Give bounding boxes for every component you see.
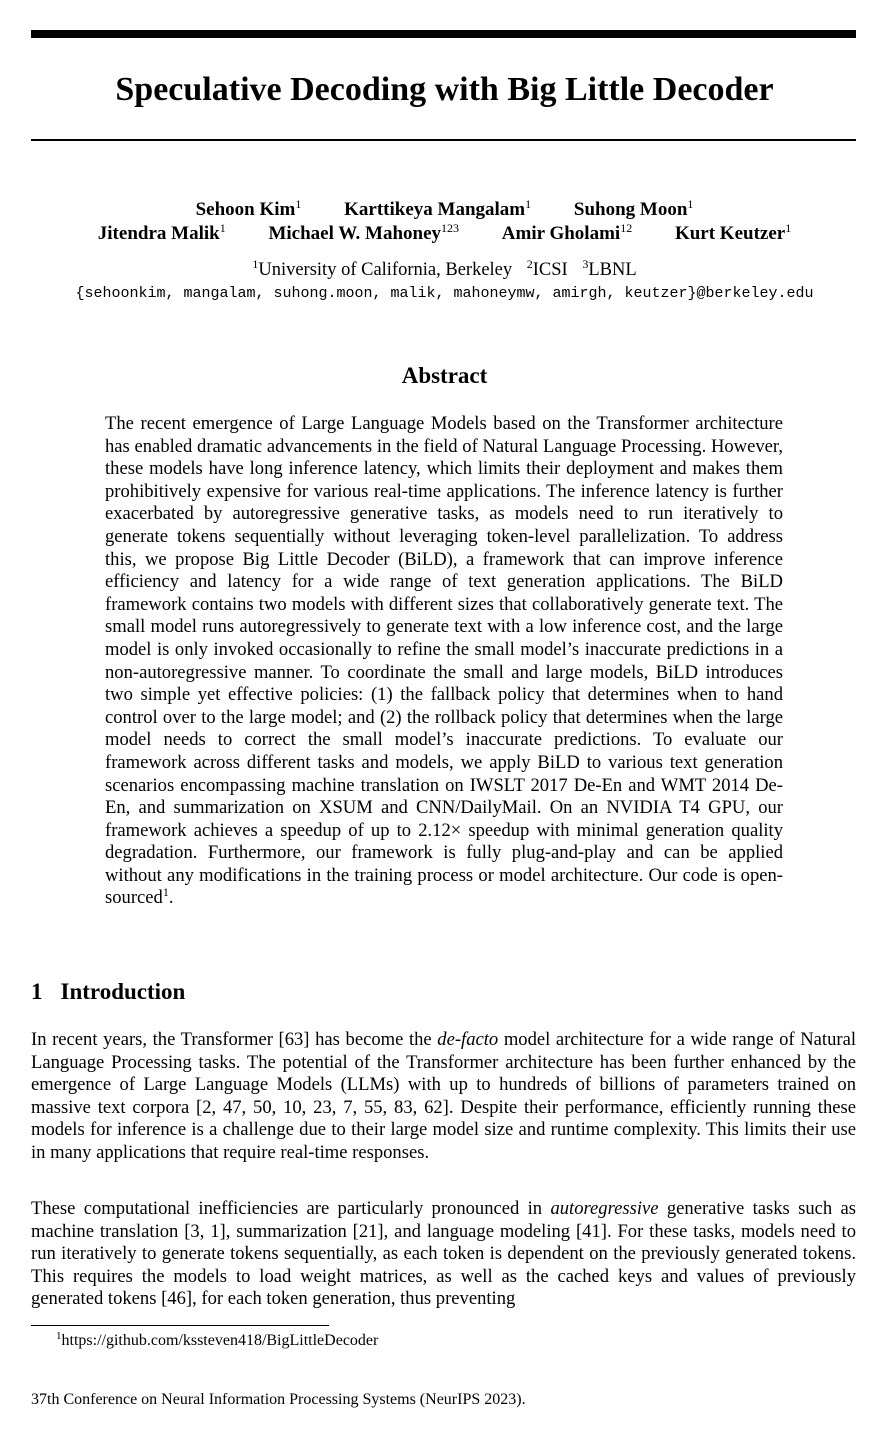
author-name: Sehoon Kim xyxy=(195,199,296,220)
emphasis: autoregressive xyxy=(550,1198,659,1219)
section-heading xyxy=(31,978,185,1006)
abstract-body: The recent emergence of Large Language Models based on the Transformer architecture has enabled dramatic advancements in the field of Natural Language Processing. However, these models have long inference latency, which limits their deployment and makes them prohibitively expensive for various real-time applications. The inference latency is further exacerbated by autoregressive generative tasks, as models need to run iteratively to generate tokens sequentially without leveraging token-level parallelization. To address this, we propose Big Little Decoder (BiLD), a framework that can improve inference efficiency and latency for a wide range of text generation applications. The BiLD framework contains two models with different sizes that collaboratively generate text. The small model runs autoregressively to generate text with a low inference cost, and the large model is only invoked occasionally to refine the small model’s inaccurate predictions in a non-autoregressive manner. To coordinate the small and large models, BiLD introduces two simple yet effective policies: (1) the fallback policy that determines when to hand control over to the large model; and (2) the rollback policy that determines when the large model needs to correct the small model’s inaccurate predictions. To evaluate our framework across different tasks and models, we apply BiLD to various text generation scenarios encompassing machine translation on IWSLT 2017 De-En and WMT 2014 De-En, and summarization on XSUM and CNN/DailyMail. On an NVIDIA T4 GPU, our framework achieves a speedup of up to 2.12× speedup with minimal generation quality degradation. Furthermore, our framework is fully plug-and-play and can be applied without any modifications in the training process or model architecture. Our code is open-sourced$^1$. xyxy=(105,413,783,909)
footnote-mark: 1 xyxy=(56,1330,62,1342)
authors-row-1 xyxy=(0,198,889,222)
author-name: Michael W. Mahoney xyxy=(268,223,442,244)
top-rule xyxy=(31,30,856,38)
author xyxy=(574,199,694,220)
author-name: Suhong Moon xyxy=(573,199,688,220)
author xyxy=(98,223,226,244)
author-affil-mark: 1 xyxy=(525,197,532,211)
intro-paragraph-2: These computational inefficiencies are particularly pronounced in autoregressive generative tasks such as machine translation [3, 1], summarization [21], and language modeling [41]. For these tasks, models need to run iteratively to generate tokens sequentially, as each token is dependent on the previously generated tokens. This requires the models to load weight matrices, as well as the cached keys and values of previously generated tokens [46], for each token generation, thus preventing xyxy=(31,1198,857,1310)
emphasis: de-facto xyxy=(437,1029,499,1050)
section-number: 1 xyxy=(31,979,43,1004)
affiliation: $^3$LBNL xyxy=(582,257,637,280)
author-emails: {sehoonkim, mangalam, suhong.moon, malik, mahoneymw, amirgh, keutzer}@berkeley.edu xyxy=(75,285,814,302)
author-affil-mark: 123 xyxy=(441,221,460,235)
footnote-rule xyxy=(31,1325,329,1326)
author-name: Karttikeya Mangalam xyxy=(344,199,526,220)
author-affil-mark: 1 xyxy=(785,221,792,235)
paper-title: Speculative Decoding with Big Little Decoder xyxy=(115,71,774,108)
author-affil-mark: 1 xyxy=(295,197,302,211)
author-name: Kurt Keutzer xyxy=(674,223,786,244)
author xyxy=(344,199,531,220)
author xyxy=(268,223,459,244)
author-name: Amir Gholami xyxy=(501,223,621,244)
author-affil-mark: 12 xyxy=(620,221,633,235)
venue-note: 37th Conference on Neural Information Processing Systems (NeurIPS 2023). xyxy=(31,1391,526,1408)
affiliation: $^1$University of California, Berkeley xyxy=(252,257,513,280)
author xyxy=(502,223,632,244)
affiliations xyxy=(0,258,889,282)
authors-row-2 xyxy=(0,222,889,246)
author xyxy=(675,223,791,244)
title-rule xyxy=(31,139,856,141)
section-title: Introduction xyxy=(60,979,186,1004)
intro-paragraph-1: In recent years, the Transformer [63] has become the de-facto model architecture for a wide range of Natural Language Processing tasks. The potential of the Transformer architecture has been further enhanced by the emergence of Large Language Models (LLMs) with up to hundreds of billions of parameters trained on massive text corpora [2, 47, 50, 10, 23, 7, 55, 83, 62]. Despite their performance, efficiently running these models for inference is a challenge due to their large model size and runtime complexity. This limits their use in many applications that require real-time responses. xyxy=(31,1029,856,1163)
abstract-text: The recent emergence of Large Language Models based on the Transformer architecture has enabled dramatic advancements in the field of Natural Language Processing. However, these models have long inference latency, which limits their deployment and makes them prohibitively expensive for various real-time applications. The inference latency is further exacerbated by autoregressive generative tasks, as models need to run iteratively to generate tokens sequentially without leveraging token-level parallelization. To address this, we propose Big Little Decoder (BiLD), a framework that can improve inference efficiency and latency for a wide range of text generation applications. The BiLD framework contains two models with different sizes that collaboratively generate text. The small model runs autoregressively to generate text with a low inference cost, and the large model is only invoked occasionally to refine the small model’s inaccurate predictions in a non-autoregressive manner. To coordinate the small and large models, BiLD introduces two simple yet effective policies: (1) the fallback policy that determines when to hand control over to the large model; and (2) the rollback policy that determines when the large model needs to correct the small model’s inaccurate predictions. To evaluate our framework across different tasks and models, we apply BiLD to various text generation scenarios encompassing machine translation on IWSLT 2017 De-En and WMT 2014 De-En, and summarization on XSUM and CNN/DailyMail. On an NVIDIA T4 GPU, our framework achieves a speedup of up to 2.12× speedup with minimal generation quality degradation. Furthermore, our framework is fully plug-and-play and can be applied without any modifications in the training process or model architecture. Our code is open-sourced xyxy=(105,413,783,909)
author-affil-mark: 1 xyxy=(687,197,694,211)
footnote-url: https://github.com/kssteven418/BigLittleDecoder xyxy=(61,1332,379,1349)
author-affil-mark: 1 xyxy=(219,221,226,235)
footnote xyxy=(56,1330,378,1352)
affiliation: $^2$ICSI xyxy=(526,257,568,280)
author xyxy=(196,199,302,220)
footnote-mark: 1 xyxy=(162,885,169,900)
author-name: Jitendra Malik xyxy=(97,223,220,244)
abstract-heading: Abstract xyxy=(401,363,488,388)
